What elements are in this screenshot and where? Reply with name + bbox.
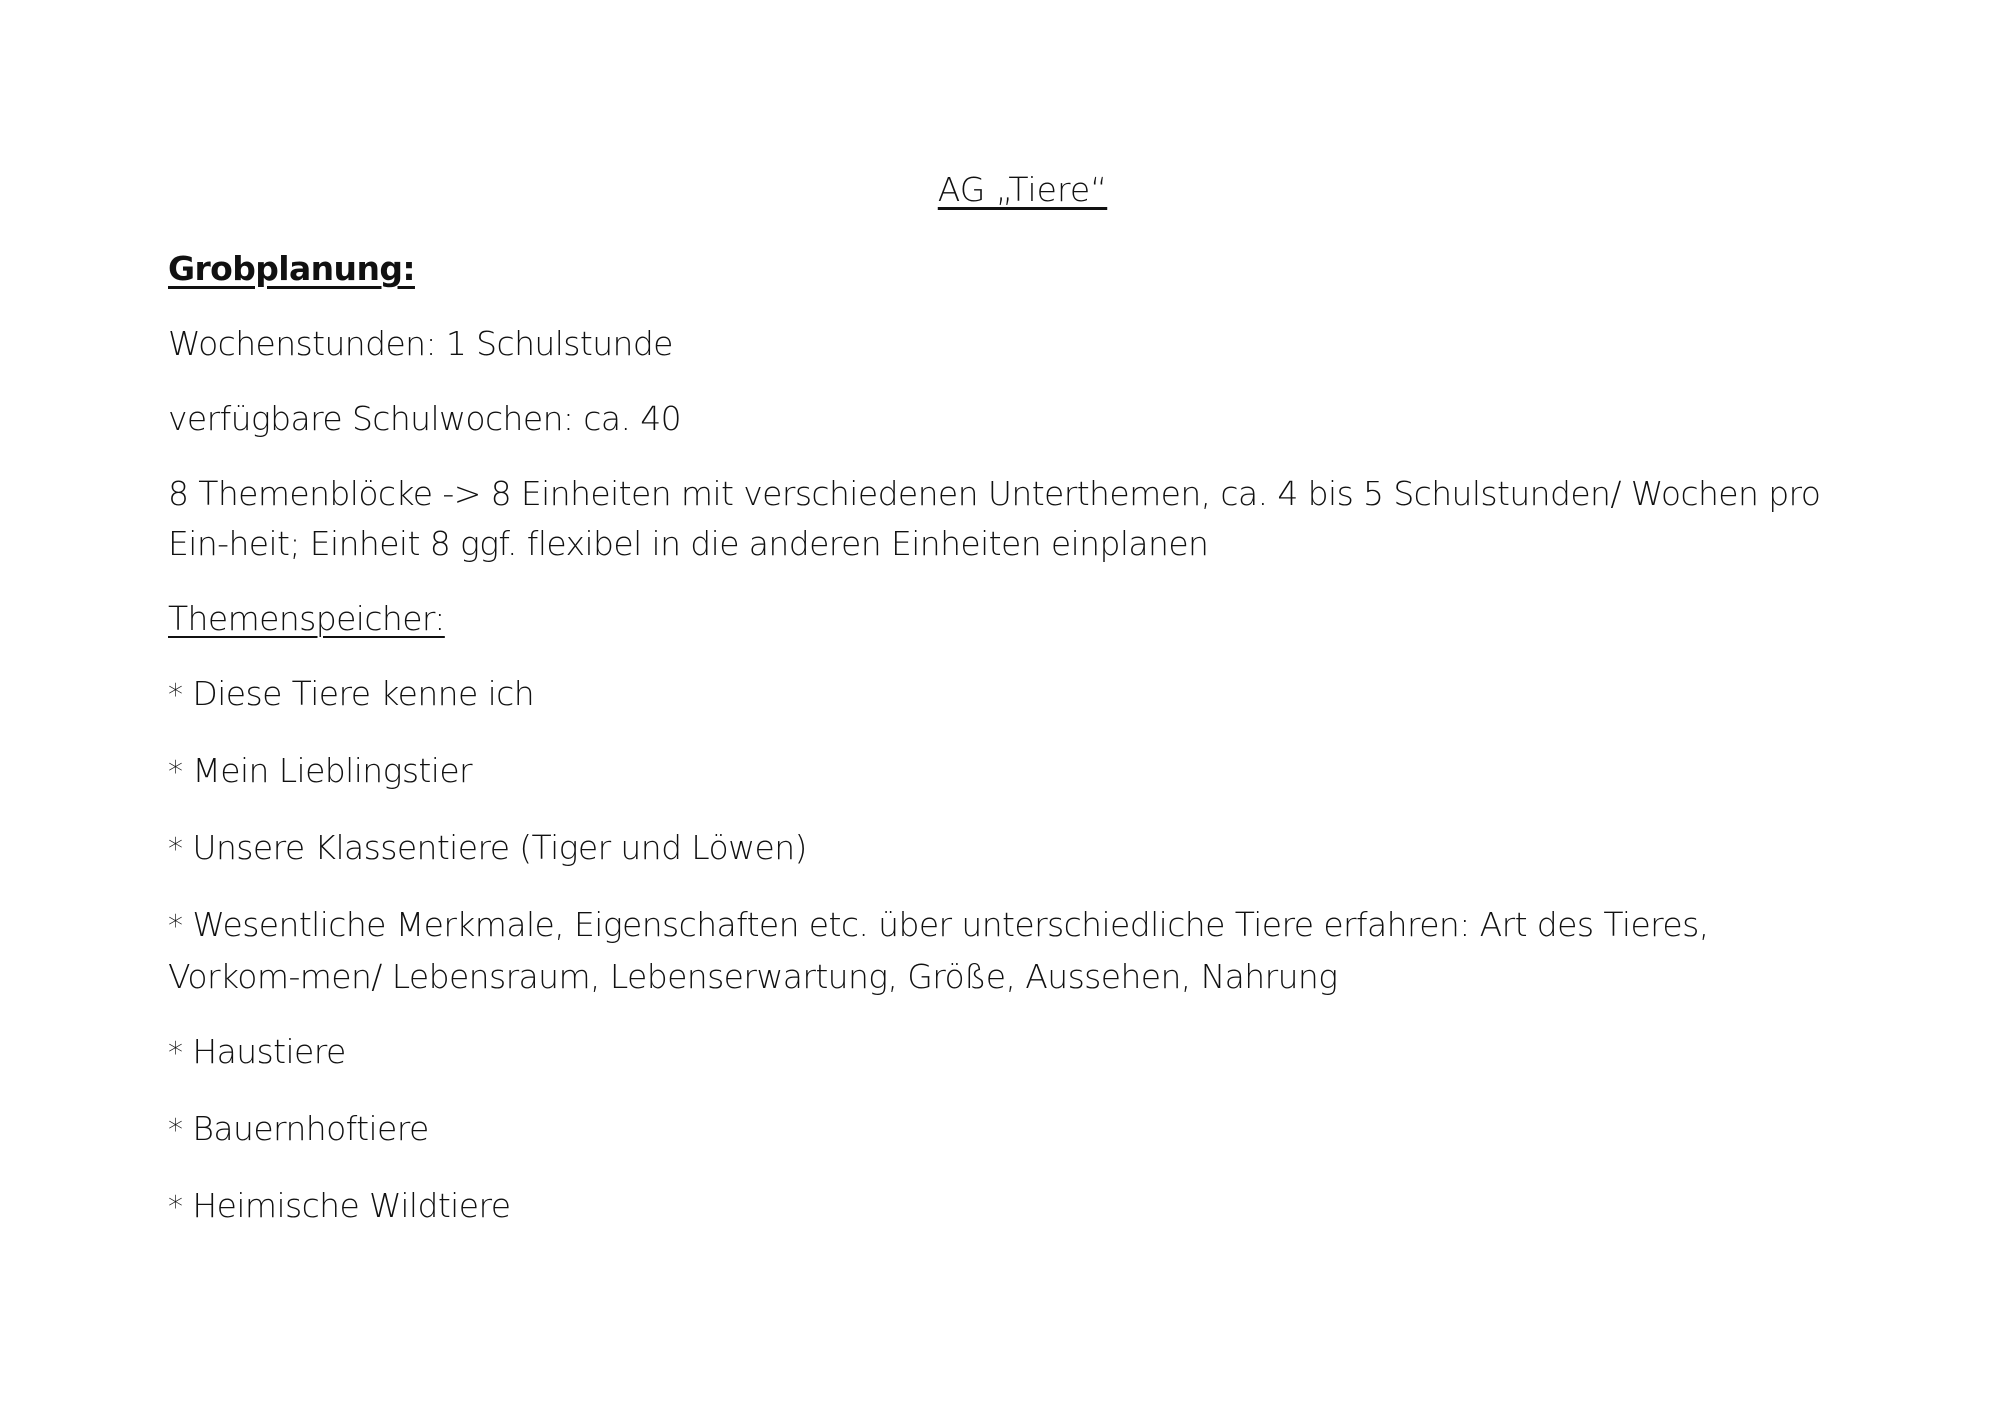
wochenstunden-line: Wochenstunden: 1 Schulstunde <box>168 324 673 363</box>
themenspeicher-heading: Themenspeicher: <box>168 599 445 638</box>
topic-text: Diese Tiere kenne ich <box>192 674 535 713</box>
grobplanung-heading: Grobplanung: <box>168 249 415 288</box>
bullet-icon: * <box>168 1113 183 1148</box>
list-item <box>168 669 1848 721</box>
list-item <box>168 1181 1848 1233</box>
list-item <box>168 746 1848 798</box>
topic-text: Wesentliche Merkmale, Eigenschaften etc. über unterschiedliche Tiere erfahren: Art des Tieres, Vorkom-men/ Lebensraum, Lebenserwartung, Größe, Aussehen, Nahrung <box>168 905 1709 996</box>
topic-text: Unsere Klassentiere (Tiger und Löwen) <box>192 828 807 867</box>
topic-text: Mein Lieblingstier <box>192 751 472 790</box>
bullet-icon: * <box>168 832 183 867</box>
document-title: AG „Tiere“ <box>937 170 1108 209</box>
list-item <box>168 900 1848 1002</box>
bullet-icon: * <box>168 755 183 790</box>
bullet-icon: * <box>168 1036 183 1071</box>
list-item <box>168 1027 1848 1079</box>
list-item <box>168 1104 1848 1156</box>
list-item <box>168 823 1848 875</box>
topic-list <box>168 669 1848 1233</box>
schulwochen-line: verfügbare Schulwochen: ca. 40 <box>168 399 682 438</box>
document-body <box>168 244 1848 1258</box>
topic-text: Heimische Wildtiere <box>192 1186 511 1225</box>
themenbloecke-paragraph: 8 Themenblöcke -> 8 Einheiten mit verschiedenen Unterthemen, ca. 4 bis 5 Schulstunden/ Wochen pro Ein-heit; Einheit 8 ggf. flexibel in die anderen Einheiten einplanen <box>168 474 1821 563</box>
bullet-icon: * <box>168 678 183 713</box>
topic-text: Haustiere <box>192 1032 346 1071</box>
bullet-icon: * <box>168 909 183 944</box>
topic-text: Bauernhoftiere <box>192 1109 429 1148</box>
bullet-icon: * <box>168 1190 183 1225</box>
